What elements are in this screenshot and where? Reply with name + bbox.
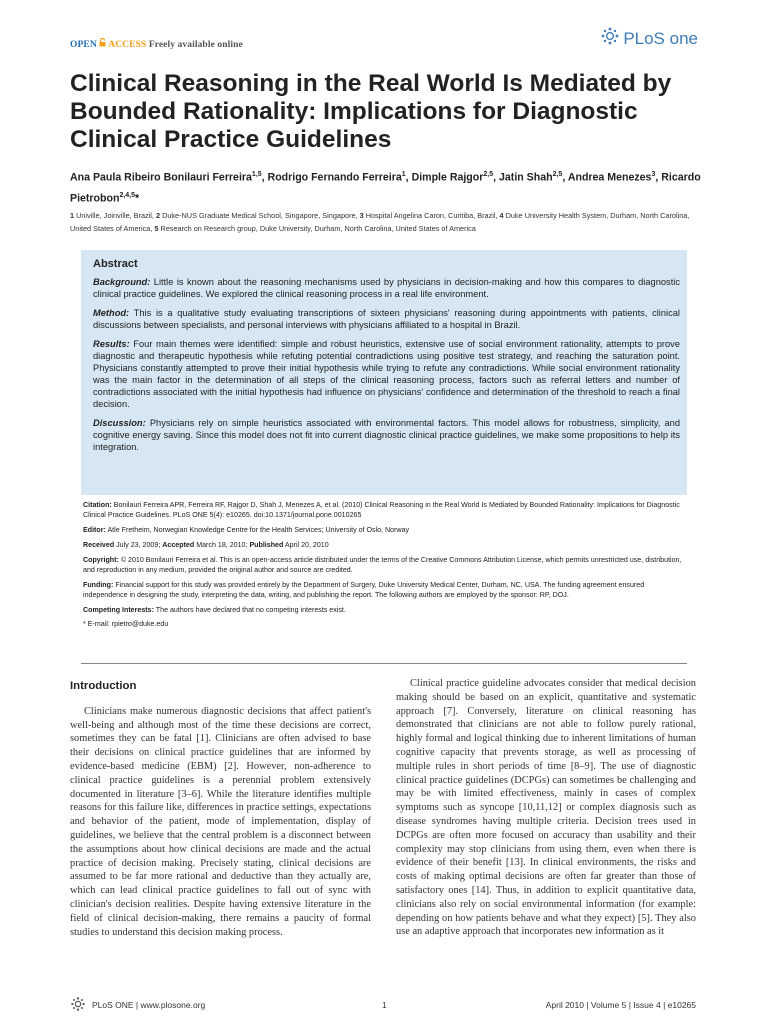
citation-text: The authors have declared that no competing interests exist. (153, 605, 346, 614)
citation-line (83, 500, 687, 520)
abstract-box (81, 250, 687, 495)
page-footer (70, 996, 696, 1016)
author-separator: * (135, 192, 140, 205)
author-affiliation-sup: 3 (651, 171, 656, 178)
affiliation-number: 3 (359, 211, 366, 220)
abstract-sections (93, 276, 680, 453)
citation-text: Atle Fretheim, Norwegian Knowledge Centre for the Health Services; University of Oslo, Norway (105, 526, 410, 534)
abstract-section-label: Background: (93, 277, 151, 287)
author-separator: , (493, 171, 500, 184)
citation-line (83, 525, 687, 535)
citation-box (81, 500, 687, 634)
author-affiliation-sup: 2,5 (552, 171, 563, 178)
affiliations (70, 210, 702, 236)
citation-line (83, 540, 687, 550)
oa-lock-icon (99, 40, 106, 50)
abstract-section-text: Little is known about the reasoning mechanisms used by physicians in decision-making and how this compares to diagnostic clinical practice guidelines. We explored the clinical reasoning process in a real life environment. (93, 277, 680, 299)
author-separator: , (562, 171, 568, 184)
citation-line (83, 555, 687, 575)
citation-label: Copyright: (83, 555, 119, 564)
author-name: Rodrigo Fernando Ferreira (267, 171, 402, 184)
author-affiliation-sup: 2,5 (483, 171, 494, 178)
citation-text: © 2010 Bonilauri Ferreira et al. This is an open-access article distributed under the terms of the Creative Commons Attribution License, which permits unrestricted use, distribution, and reproduction in any medium, provided the original author and source are credited. (83, 555, 682, 574)
affiliation-text: Duke University Health System, Durham, North Carolina, United States of America, (70, 211, 690, 233)
citation-label: Received (83, 540, 115, 549)
abstract-section-label: Discussion: (93, 418, 146, 428)
open-access-banner (70, 38, 243, 50)
citation-label: Citation: (83, 501, 112, 509)
page-number: 1 (382, 1000, 387, 1010)
citation-label: Funding: (83, 580, 114, 589)
abstract-paragraph (93, 338, 680, 410)
body-column-right (396, 677, 696, 939)
author-name: Ana Paula Ribeiro Bonilauri Ferreira (70, 171, 252, 184)
citation-text: July 23, 2009; (114, 540, 163, 549)
author-separator: , (405, 171, 412, 184)
author-affiliation-sup: 1 (401, 171, 406, 178)
citation-text: April 20, 2010 (283, 540, 329, 549)
citation-label: Competing Interests: (83, 605, 154, 614)
abstract-section-label: Method: (93, 308, 130, 318)
author-list (70, 166, 710, 207)
affiliation-text: Duke-NUS Graduate Medical School, Singapore, Singapore, (162, 211, 360, 220)
footer-issue: April 2010 | Volume 5 | Issue 4 | e10265 (545, 1000, 696, 1010)
citation-label: Published (249, 540, 284, 549)
abstract-heading: Abstract (93, 258, 138, 270)
abstract-paragraph (93, 417, 680, 453)
oa-freely: Freely available online (148, 40, 243, 50)
affiliation-text: Hospital Angelina Caron, Curitiba, Brazil, (365, 211, 500, 220)
abstract-paragraph (93, 276, 680, 300)
journal-brand-text: PLoS one (623, 28, 698, 48)
citation-text: * E-mail: rpietro@duke.edu (83, 620, 169, 629)
article-title: Clinical Reasoning in the Real World Is Mediated by Bounded Rationality: Implications for Diagnostic Clinical Practice Guidelines (70, 70, 672, 153)
abstract-paragraph (93, 307, 680, 331)
affiliation-text: Univille, Joinville, Brazil, (76, 211, 156, 220)
citation-text: March 18, 2010; (194, 540, 250, 549)
oa-open: OPEN (70, 40, 97, 50)
citation-text: Financial support for this study was provided entirely by the Department of Surgery, Duke University Medical Center, Durham, NC, USA. The funding agreement ensured independence in designing the study, interpreting the data, writing, and publishing the report. The following authors are employed by the sponsor: RP, DOJ. (83, 580, 645, 599)
author-name: Jatin Shah (499, 171, 553, 184)
author-separator: , (261, 171, 268, 184)
intro-paragraph-1: Clinicians make numerous diagnostic decisions that affect patient's well-being and although most of the time these decisions are correct, sometimes they can be fatal [1]. Clinicians are often advised to base their decisions on clinical practice guidelines that are informed by evidence-based medicine (EBM) [2]. However, non-adherence to clinical practice guidelines is a perennial problem extensively documented in literature [3–6]. While the literature identifies multiple reasons for this failure like, differences in practice settings, expectations and behavior of the patient, mode of implementation, display of guidelines, we believe that the central problem is a disconnect between the assumptions about how clinical decisions are made and the actual practice of decision making. Precisely stating, clinical decisions are assumed to be far more rational and deductive than they actually are, which can lead clinical practice guidelines to fall out of sync with clinician's decision realities. Despite having extensive literature in the field of clinical decision-making, there remains a paucity of formal studies to understand this decision making process. (70, 705, 371, 938)
citation-line (83, 619, 687, 629)
citation-label: Editor: (83, 526, 106, 534)
affiliation-number: 5 (154, 223, 161, 233)
introduction-heading: Introduction (70, 680, 137, 692)
footer-journal-text: PLoS ONE | www.plosone.org (92, 1000, 206, 1010)
intro-paragraph-2: Clinical practice guideline advocates consider that medical decision making should be based on an explicit, quantitative and systematic approach [7]. Conversely, literature on clinical reasoning has demonstrated that clinicians are not able to follow purely rational, highly formal and logical thinking due to inherent limitations of human cognitive capacity that prevents storage, as well as processing of multiple rules in short periods of time [8–9]. The use of diagnostic clinical practice guidelines (DCPGs) can sometimes be challenging and may be with limited effectiveness, mainly in cases of complex symptoms such as syncope [10,11,12] or complex diagnosis such as disease syndromes having multiple criteria. Decision trees used in DCPGs are often more focused on accuracy than usability and their complexity may stop clinicians from using them, even when there is evidence of their benefit [13]. In clinical environments, the risks and costs of making optimal decisions are often far greater than those of satisfactory ones [14]. Thus, in addition to explicit quantitative data, clinicians also rely on social environmental information (for example: depending on how patients behave and what they expect) [5]. They also use an adaptive approach that incorporates new information as it (396, 678, 696, 938)
abstract-section-label: Results: (93, 339, 130, 349)
author-name: Dimple Rajgor (411, 171, 484, 184)
author-name: Ricardo Pietrobon (70, 171, 701, 205)
citation-line (83, 605, 687, 615)
body-column-left (70, 680, 371, 939)
abstract-section-text: Four main themes were identified: simple and robust heuristics, extensive use of social environment rationality, attempts to prove diagnostic and therapeutic hypothesis while refuting potential contradictions using positive test strategy, and reaching the saturation point. Physicians constantly attempted to prove their initial hypothesis while trying to refute any contradictions. While social environment rationality was the main factor in the determination of all steps of the clinical reasoning process, factors such as referral letters and number of contradictions associated with the initial hypothesis had influence on physicians' confidence and determination of the threshold to reach a final decision. (93, 339, 680, 409)
affiliation-number: 4 (499, 211, 506, 220)
citation-line (83, 580, 687, 600)
oa-access: ACCESS (108, 40, 147, 50)
section-divider (81, 663, 687, 664)
affiliation-number: 2 (155, 211, 163, 220)
footer-journal (70, 996, 205, 1014)
plos-logo-icon (600, 26, 620, 51)
citation-text: Bonilauri Ferreira APR, Ferreira RF, Rajgor D, Shah J, Menezes A, et al. (2010) Clinical Reasoning in the Real World Is Mediated by Bounded Rationality: Implications for Diagnostic Clinical Practice Guidelines. PLoS ONE 5(4): e10265. doi:10.1371/journal.pone.0010265 (83, 501, 680, 520)
affiliation-text: Research on Research group, Duke University, Durham, North Carolina, United States of America (160, 223, 476, 233)
abstract-section-text: Physicians rely on simple heuristics associated with environmental factors. This model allows for robustness, simplicity, and cognitive energy saving. Since this model does not fit into current diagnostic clinical practice guidelines, we make some propositions to help its integration. (93, 418, 680, 452)
plos-footer-logo-icon (70, 996, 86, 1014)
author-affiliation-sup: 1,5 (251, 171, 262, 178)
affiliation-number: 1 (70, 211, 77, 220)
author-affiliation-sup: 2,4,5 (119, 191, 136, 199)
citation-label: Accepted (162, 540, 195, 549)
journal-logo (600, 26, 698, 51)
abstract-section-text: This is a qualitative study evaluating transcriptions of sixteen physicians' reasoning during appointments with patients, clinical discussions between specialists, and personal interviews with physicians affiliated to a hospital in Brazil. (93, 308, 680, 330)
author-separator: , (655, 171, 662, 184)
author-name: Andrea Menezes (567, 171, 652, 184)
